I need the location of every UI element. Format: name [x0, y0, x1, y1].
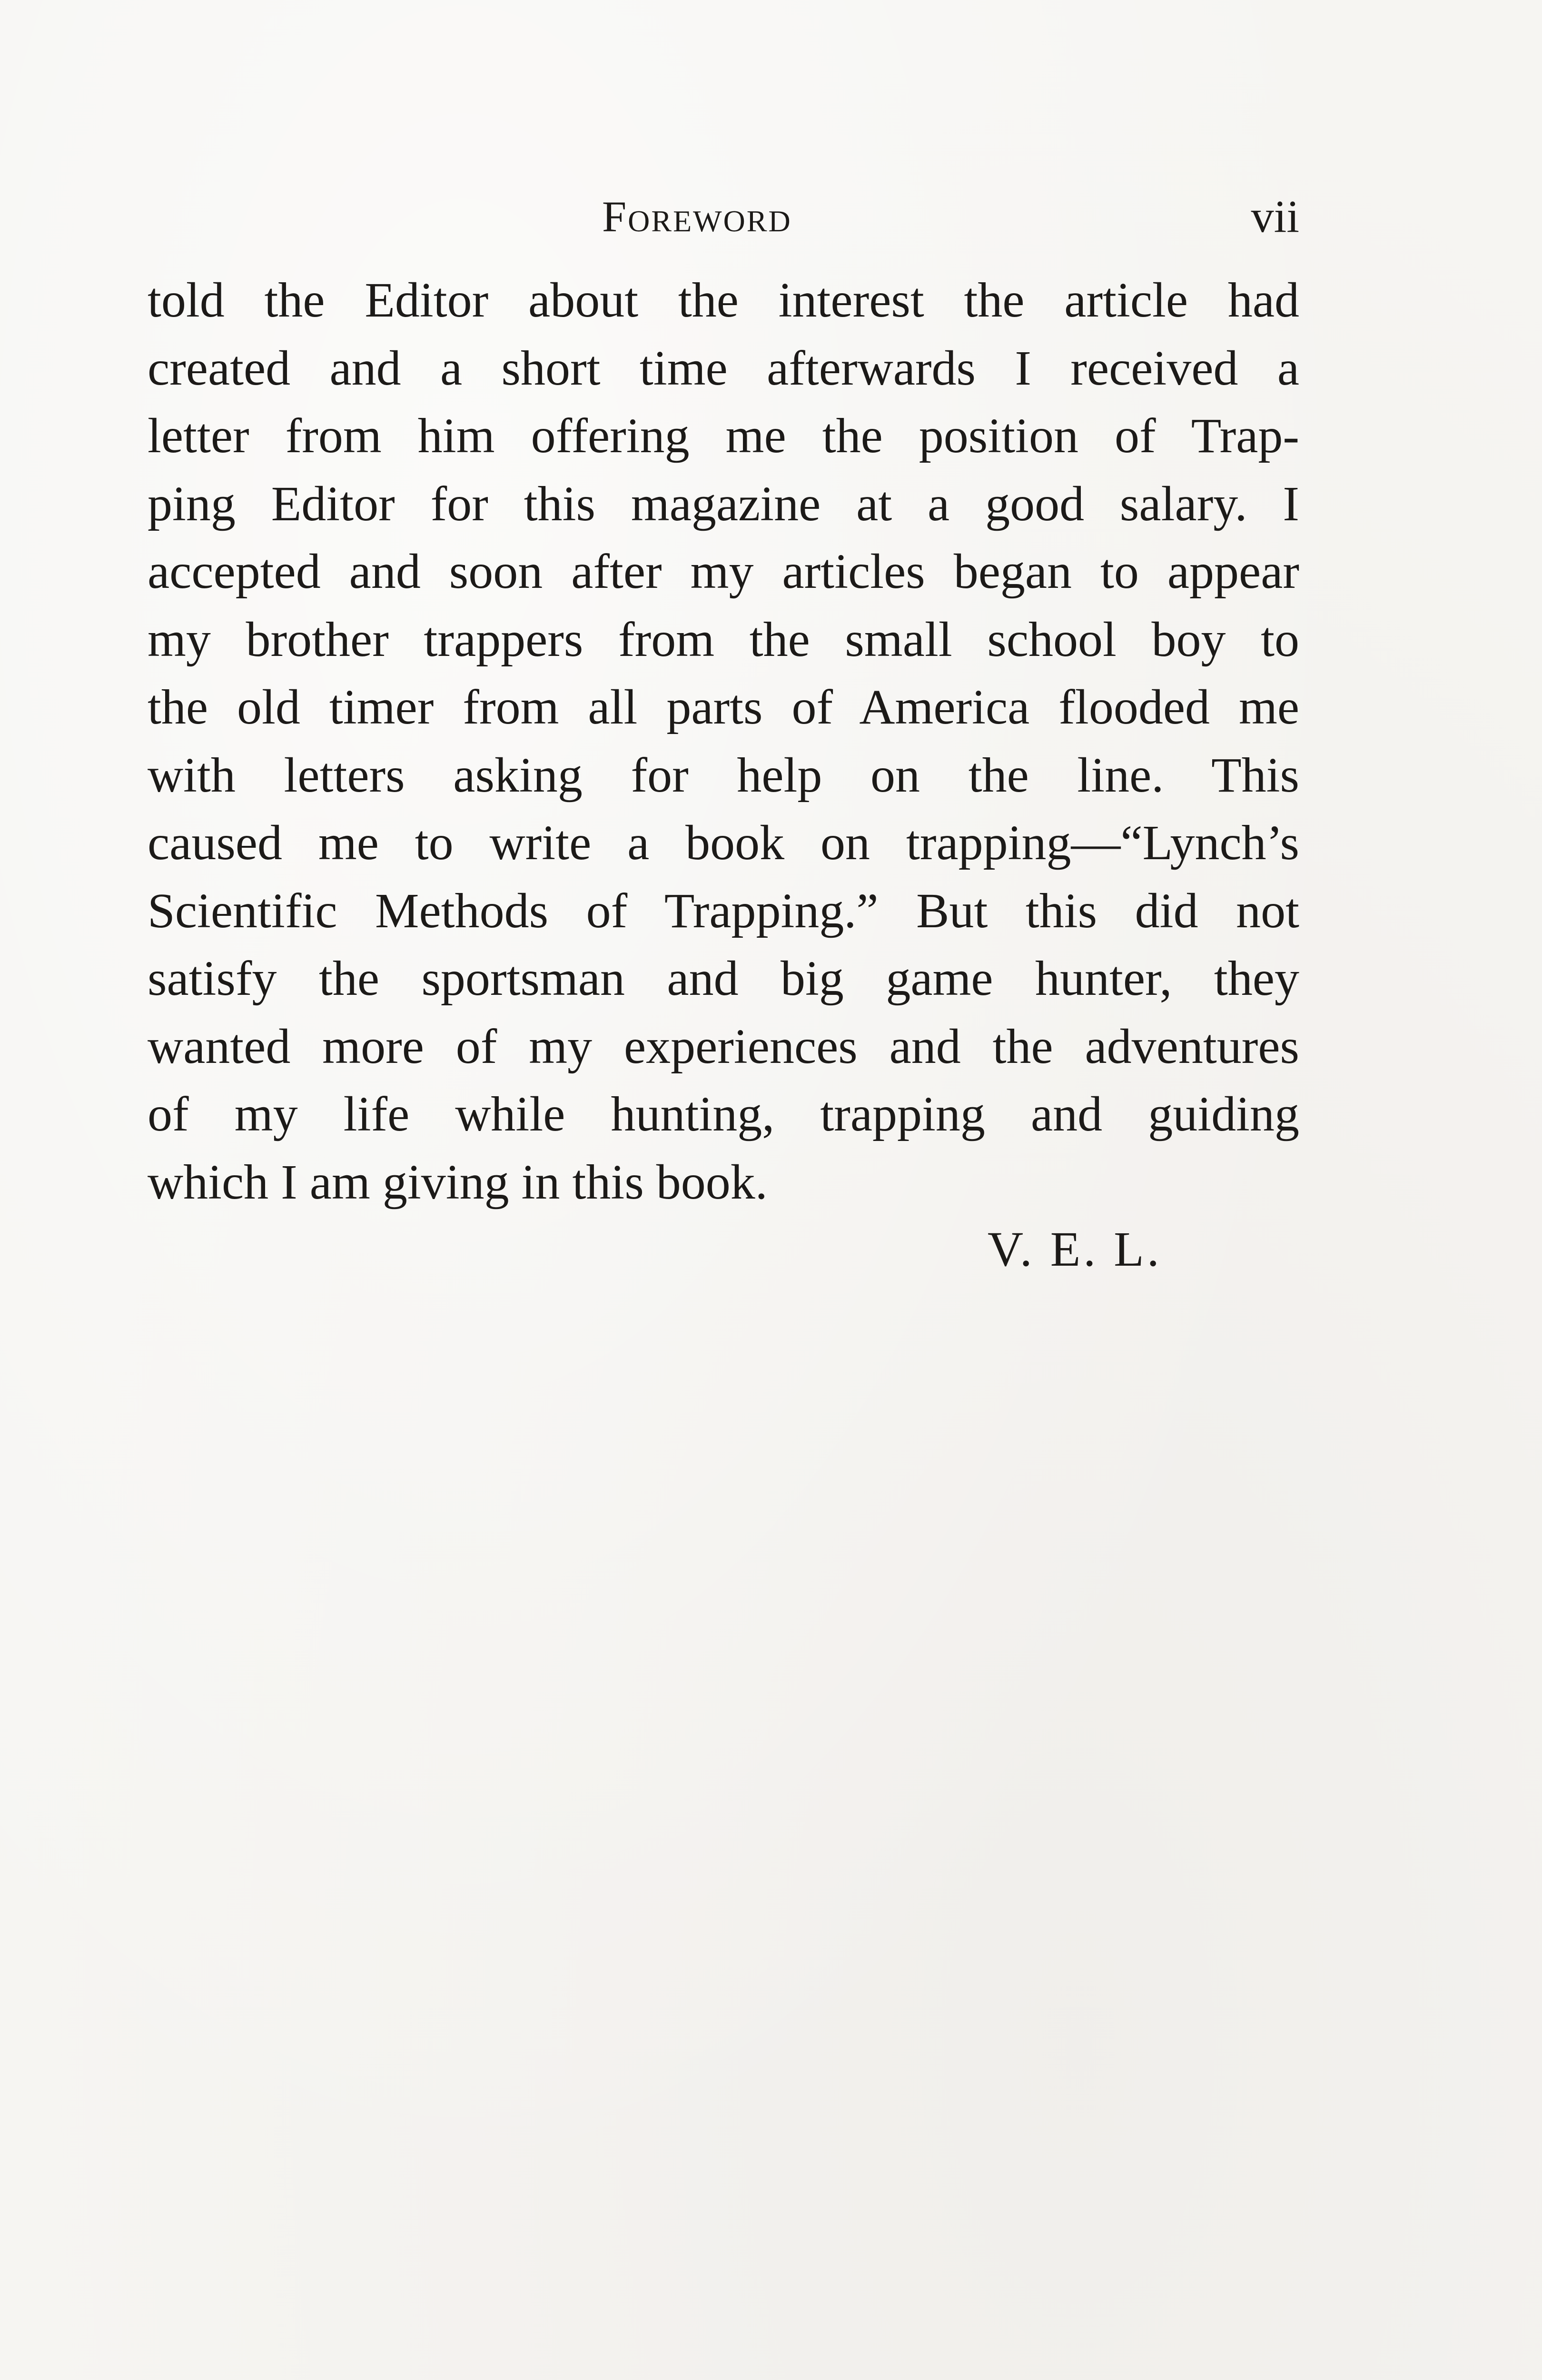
- text-line: wanted more of my experiences and the adventures: [148, 1019, 1299, 1074]
- text-line: accepted and soon after my articles began to appear: [148, 544, 1299, 599]
- text-line: ping Editor for this magazine at a good salary. I: [148, 476, 1299, 531]
- text-line: told the Editor about the interest the article had: [148, 273, 1299, 327]
- author-initials: V. E. L.: [988, 1222, 1162, 1277]
- body-text: [148, 267, 1299, 1216]
- text-line: letter from him offering me the position of Trap-: [148, 408, 1299, 463]
- page-number: vii: [1251, 191, 1299, 242]
- text-line: the old timer from all parts of America flooded me: [148, 680, 1299, 734]
- running-head-title: Foreword: [602, 192, 792, 241]
- text-line: of my life while hunting, trapping and guiding: [148, 1087, 1299, 1141]
- running-head: [148, 188, 1299, 245]
- text-line: created and a short time afterwards I received a: [148, 340, 1299, 396]
- text-line: with letters asking for help on the line. This: [148, 747, 1299, 803]
- text-line: caused me to write a book on trapping—“Lynch’s: [148, 815, 1299, 870]
- text-line: Scientific Methods of Trapping.” But this did not: [148, 883, 1299, 938]
- text-line: satisfy the sportsman and big game hunter, they: [148, 951, 1299, 1006]
- text-line: my brother trappers from the small school boy to: [148, 612, 1299, 667]
- text-line: which I am giving in this book.: [148, 1154, 768, 1210]
